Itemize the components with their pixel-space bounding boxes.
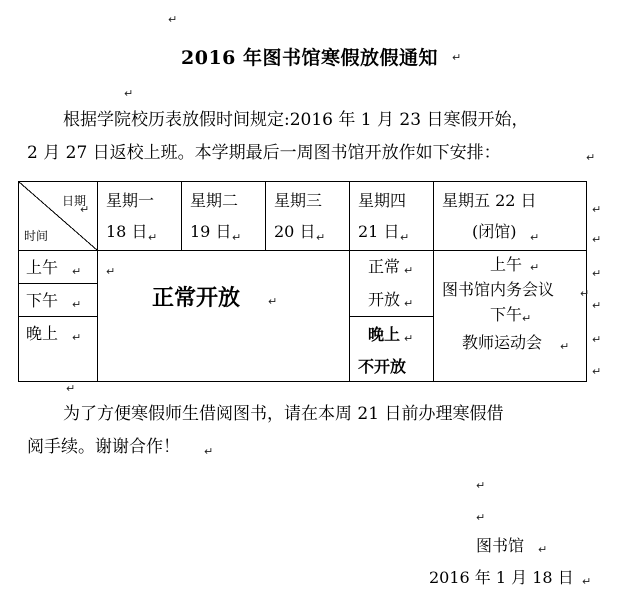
- return-mark-icon: ↵: [232, 231, 242, 244]
- return-mark-icon: ↵: [404, 297, 414, 310]
- return-mark-icon: ↵: [538, 543, 548, 556]
- return-mark-icon: ↵: [522, 312, 532, 325]
- header-date-thu: 21 日: [358, 222, 400, 241]
- return-mark-icon: ↵: [476, 511, 486, 524]
- corner-time-label: 时间: [24, 229, 49, 243]
- friday-afternoon-label: 下午: [490, 305, 523, 324]
- return-mark-icon: ↵: [400, 231, 410, 244]
- return-mark-icon: ↵: [80, 203, 90, 216]
- return-mark-icon: ↵: [592, 203, 602, 216]
- return-mark-icon: ↵: [72, 331, 82, 344]
- notice-title: 2016 年图书馆寒假放假通知: [181, 47, 438, 69]
- return-mark-icon: ↵: [124, 87, 134, 100]
- thursday-evening-label: 晚上: [368, 325, 401, 344]
- friday-morning-label: 上午: [490, 255, 523, 274]
- paragraph-2-line-1: 为了方便寒假师生借阅图书，请在本周 21 日前办理寒假借: [63, 404, 504, 424]
- corner-date-label: 日期: [62, 194, 87, 208]
- return-mark-icon: ↵: [106, 265, 116, 278]
- header-day-fri: 星期五 22 日: [442, 191, 537, 210]
- return-mark-icon: ↵: [586, 151, 596, 164]
- thursday-normal-2: 开放: [368, 290, 401, 309]
- friday-meeting-label: 图书馆内务会议: [442, 280, 555, 299]
- return-mark-icon: ↵: [592, 333, 602, 346]
- return-mark-icon: ↵: [592, 299, 602, 312]
- return-mark-icon: ↵: [404, 264, 414, 277]
- paragraph-2-line-2: 阅手续。谢谢合作！: [27, 437, 180, 457]
- return-mark-icon: ↵: [580, 287, 590, 300]
- return-mark-icon: ↵: [530, 261, 540, 274]
- period-evening: 晚上: [26, 324, 59, 343]
- return-mark-icon: ↵: [476, 479, 486, 492]
- signature-date: 2016 年 1 月 18 日: [429, 568, 574, 587]
- header-date-fri: (闭馆): [472, 222, 517, 241]
- header-date-mon: 18 日: [106, 222, 148, 241]
- paragraph-1-line-1: 根据学院校历表放假时间规定:2016 年 1 月 23 日寒假开始，: [63, 110, 529, 130]
- return-mark-icon: ↵: [268, 295, 278, 308]
- normal-open-cell: 正常开放: [152, 285, 241, 311]
- period-afternoon: 下午: [26, 291, 59, 310]
- return-mark-icon: ↵: [530, 231, 540, 244]
- return-mark-icon: ↵: [592, 267, 602, 280]
- header-date-tue: 19 日: [190, 222, 232, 241]
- header-day-wed: 星期三: [274, 191, 323, 210]
- return-mark-icon: ↵: [168, 13, 178, 26]
- return-mark-icon: ↵: [592, 365, 602, 378]
- friday-sports-label: 教师运动会: [462, 333, 543, 352]
- return-mark-icon: ↵: [204, 445, 214, 458]
- return-mark-icon: ↵: [66, 382, 76, 395]
- thursday-closed-label: 不开放: [358, 357, 407, 376]
- signature-org: 图书馆: [476, 536, 525, 555]
- return-mark-icon: ↵: [582, 575, 592, 588]
- return-mark-icon: ↵: [72, 265, 82, 278]
- header-day-tue: 星期二: [190, 191, 239, 210]
- thursday-normal-1: 正常: [368, 257, 401, 276]
- return-mark-icon: ↵: [404, 332, 414, 345]
- return-mark-icon: ↵: [592, 233, 602, 246]
- return-mark-icon: ↵: [316, 231, 326, 244]
- return-mark-icon: ↵: [148, 231, 158, 244]
- return-mark-icon: ↵: [72, 298, 82, 311]
- period-morning: 上午: [26, 258, 59, 277]
- header-date-wed: 20 日: [274, 222, 316, 241]
- header-day-thu: 星期四: [358, 191, 407, 210]
- header-day-mon: 星期一: [106, 191, 155, 210]
- return-mark-icon: ↵: [452, 51, 462, 64]
- paragraph-1-line-2: 2 月 27 日返校上班。本学期最后一周图书馆开放作如下安排：: [27, 143, 501, 163]
- return-mark-icon: ↵: [560, 340, 570, 353]
